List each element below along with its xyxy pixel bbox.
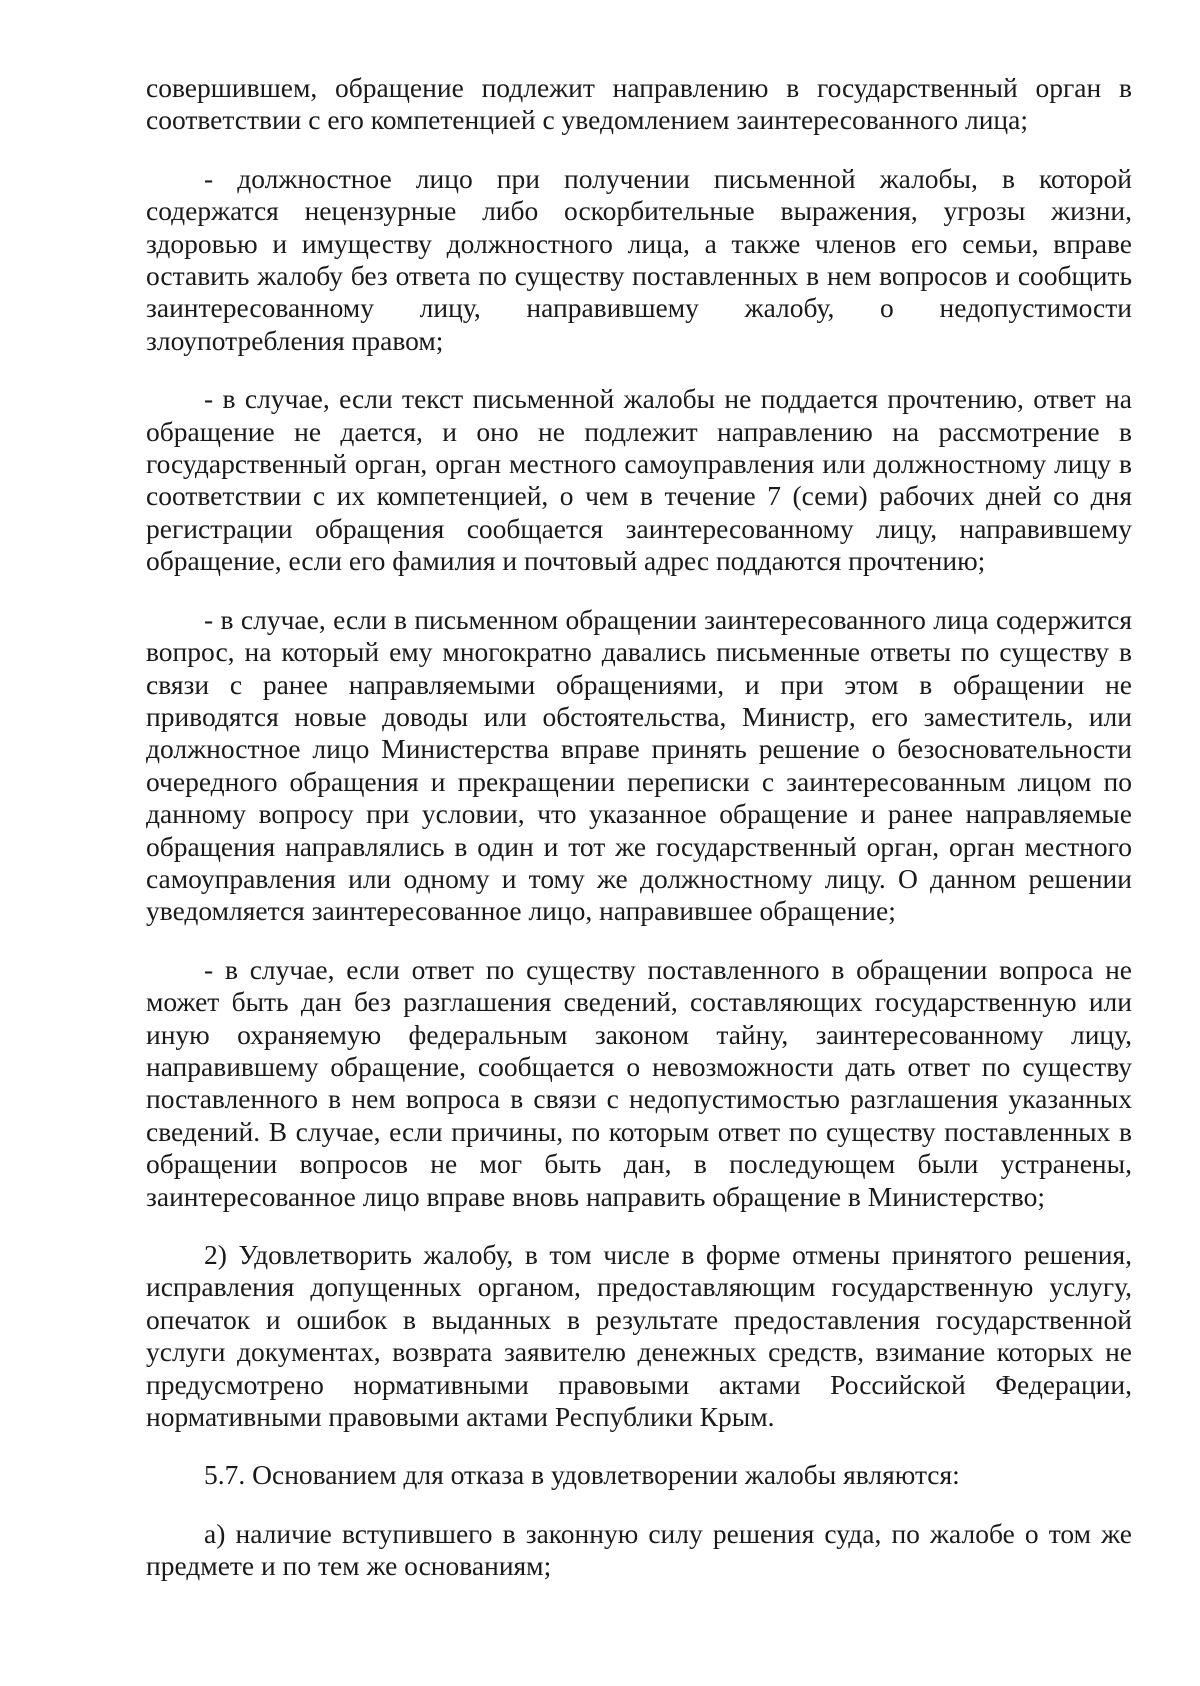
paragraph-section-5-7: 5.7. Основанием для отказа в удовлетворении жалобы являются: bbox=[204, 1459, 960, 1491]
paragraph-satisfy-complaint: 2) Удовлетворить жалобу, в том числе в форме отмены принятого решения, исправления допущенных органом, предоставляющим государственную услугу, опечаток и ошибок в выданных в результате предоставления государственной услуги документах, возврата заявителю денежных средств, взимание которых не предусмотрено нормативными правовыми актами Российской Федерации, нормативными правовыми актами Республики Крым. bbox=[146, 1239, 1132, 1433]
paragraph-state-secret: - в случае, если ответ по существу поставленного в обращении вопроса не может быть дан без разглашения сведений, составляющих государственную или иную охраняемую федеральным законом тайну, заинтересованному лицу, направившему обращение, сообщается о невозможности дать ответ по существу поставленного в нем вопроса в связи с недопустимостью разглашения указанных сведений. В случае, если причины, по которым ответ по существу поставленных в обращении вопросов не мог быть дан, в последующем были устранены, заинтересованное лицо вправе вновь направить обращение в Министерство; bbox=[146, 953, 1132, 1212]
paragraph-unreadable-complaint: - в случае, если текст письменной жалобы не поддается прочтению, ответ на обращение не дается, и оно не подлежит направлению на рассмотрение в государственный орган, орган местного самоуправления или должностному лицу в соответствии с их компетенцией, о чем в течение 7 (семи) рабочих дней со дня регистрации обращения сообщается заинтересованному лицу, направившему обращение, если его фамилия и почтовый адрес поддаются прочтению; bbox=[146, 383, 1132, 577]
paragraph-continuation: совершившем, обращение подлежит направлению в государственный орган в соответствии с его компетенцией с уведомлением заинтересованного лица; bbox=[146, 72, 1132, 136]
document-page bbox=[146, 72, 1132, 1583]
paragraph-court-decision: а) наличие вступившего в законную силу решения суда, по жалобе о том же предмете и по тем же основаниям; bbox=[146, 1517, 1132, 1582]
paragraph-obscene-complaint: - должностное лицо при получении письменной жалобы, в которой содержатся нецензурные либо оскорбительные выражения, угрозы жизни, здоровью и имуществу должностного лица, а также членов его семьи, вправе оставить жалобу без ответа по существу поставленных в нем вопросов и сообщить заинтересованному лицу, направившему жалобу, о недопустимости злоупотребления правом; bbox=[146, 162, 1132, 356]
paragraph-repeated-appeal: - в случае, если в письменном обращении заинтересованного лица содержится вопрос, на который ему многократно давались письменные ответы по существу в связи с ранее направляемыми обращениями, и при этом в обращении не приводятся новые доводы или обстоятельства, Министр, его заместитель, или должностное лицо Министерства вправе принять решение о безосновательности очередного обращения и прекращении переписки с заинтересованным лицом по данному вопросу при условии, что указанное обращение и ранее направляемые обращения направлялись в один и тот же государственный орган, орган местного самоуправления или одному и тому же должностному лицу. О данном решении уведомляется заинтересованное лицо, направившее обращение; bbox=[146, 603, 1132, 927]
